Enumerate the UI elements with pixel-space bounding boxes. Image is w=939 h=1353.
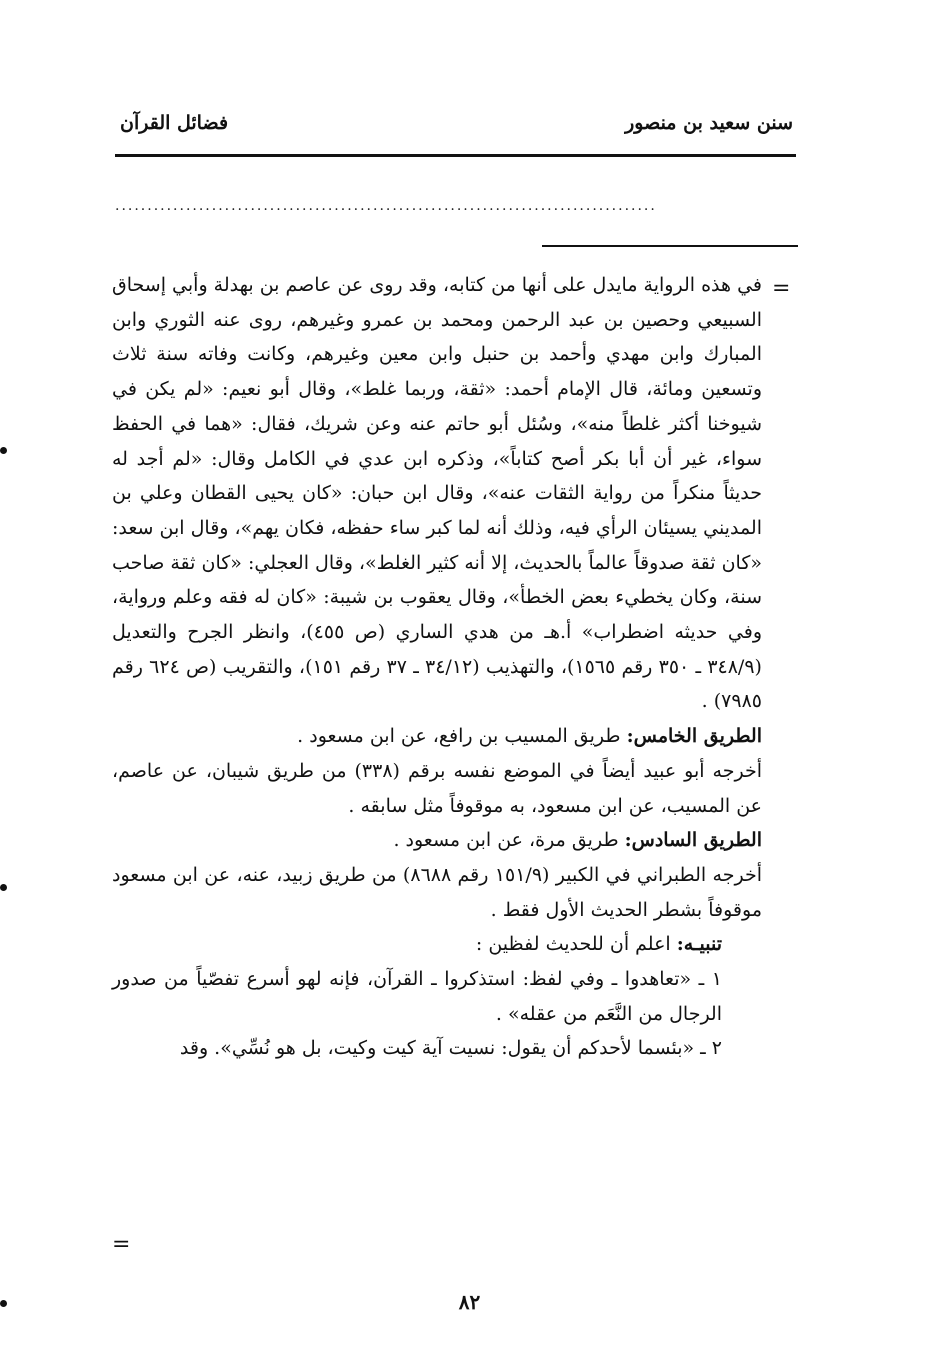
paragraph-tabarani: أخرجه الطبراني في الكبير (١٥١/٩ رقم ٨٦٨٨) من طريق زبيد، عنه، عن ابن مسعود موقوفاً بشطر الحديث الأول فقط . <box>112 863 762 921</box>
list-item-second-wording: ٢ ـ «بئسما لأحدكم أن يقول: نسيت آية كيت وكيت، بل هو نُسِّي». وقد <box>179 1037 722 1060</box>
paragraph-fifth-route <box>112 719 762 754</box>
book-title: سنن سعيد بن منصور <box>625 112 793 134</box>
scan-speck <box>0 1300 7 1307</box>
sixth-route-text: طريق مرة، عن ابن مسعود . <box>393 829 625 852</box>
note-label: تنبيـه: <box>676 933 722 956</box>
paragraph-narrator-bio: في هذه الرواية مايدل على أنها من كتابه، وقد روى عن عاصم بن بهدلة وأبي إسحاق السبيعي وحصين بن عبد الرحمن ومحمد بن عمرو وغيرهم، روى عنه الثوري وابن المبارك وابن مهدي وأحمد بن حنبل وابن معين وغيرهم، وكانت وفاته سنة ثلاث وتسعين ومائة، قال الإمام أحمد: «ثقة، وربما غلط»، وقال أبو نعيم: «لم يكن في شيوخنا أكثر غلطاً منه»، وسُئل أبو حاتم عنه وعن شريك، فقال: «هما في الحفظ سواء، غير أن أبا بكر أصح كتاباً»، وذكره ابن عدي في الكامل وقال: «لم أجد له حديثاً منكراً من رواية الثقات عنه»، وقال ابن حبان: «كان يحيى القطان وعلي بن المديني يسيئان الرأي فيه، وذلك أنه لما كبر ساء حفظه، فكان يهم»، وقال ابن سعد: «كان ثقة صدوقاً عالماً بالحديث، إلا أنه كثير الغلط»، وقال العجلي: «كان ثقة صاحب سنة، وكان يخطيء بعض الخطأ»، وقال يعقوب بن شيبة: «كان له فقه وعلم ورواية، وفي حديثه اضطراب» أ.هـ من هدي الساري (ص ٤٥٥)، وانظر الجرح والتعديل (٣٤٨/٩ ـ ٣٥٠ رقم ١٥٦٥)، والتهذيب (٣٤/١٢ ـ ٣٧ رقم ١٥١)، والتقريب (ص ٦٢٤ رقم ٧٩٨٥) . <box>112 274 762 713</box>
continuation-mark-start: = <box>772 276 791 301</box>
dotted-separator: .................................................................................... <box>115 198 657 214</box>
note-text: اعلم أن للحديث لفظين : <box>475 933 677 956</box>
sixth-route-label: الطريق السادس: <box>624 829 762 852</box>
list-item-first-wording: ١ ـ «تعاهدوا ـ وفي لفظ: استذكروا ـ القرآن، فإنه لهو أسرع تفصّياً من صدور الرجال من النَّعَم من عقله» . <box>112 968 722 1025</box>
footnote-rule <box>542 245 798 247</box>
fifth-route-text: طريق المسيب بن رافع، عن ابن مسعود . <box>297 725 627 748</box>
footnote-body <box>112 268 762 1066</box>
scan-speck <box>0 447 7 454</box>
paragraph-note <box>112 927 762 962</box>
page-number: ٨٢ <box>458 1290 481 1314</box>
header-rule <box>115 154 796 157</box>
fifth-route-label: الطريق الخامس: <box>626 725 762 748</box>
paragraph-abu-ubaid: أخرجه أبو عبيد أيضاً في الموضع نفسه برقم (٣٣٨) من طريق شيبان، عن عاصم، عن المسيب، عن ابن مسعود، به موقوفاً مثل سابقه . <box>112 759 762 817</box>
continuation-mark-end: = <box>112 1232 131 1257</box>
chapter-title: فضائل القرآن <box>120 112 229 134</box>
scan-speck <box>0 884 7 891</box>
paragraph-sixth-route <box>112 823 762 858</box>
